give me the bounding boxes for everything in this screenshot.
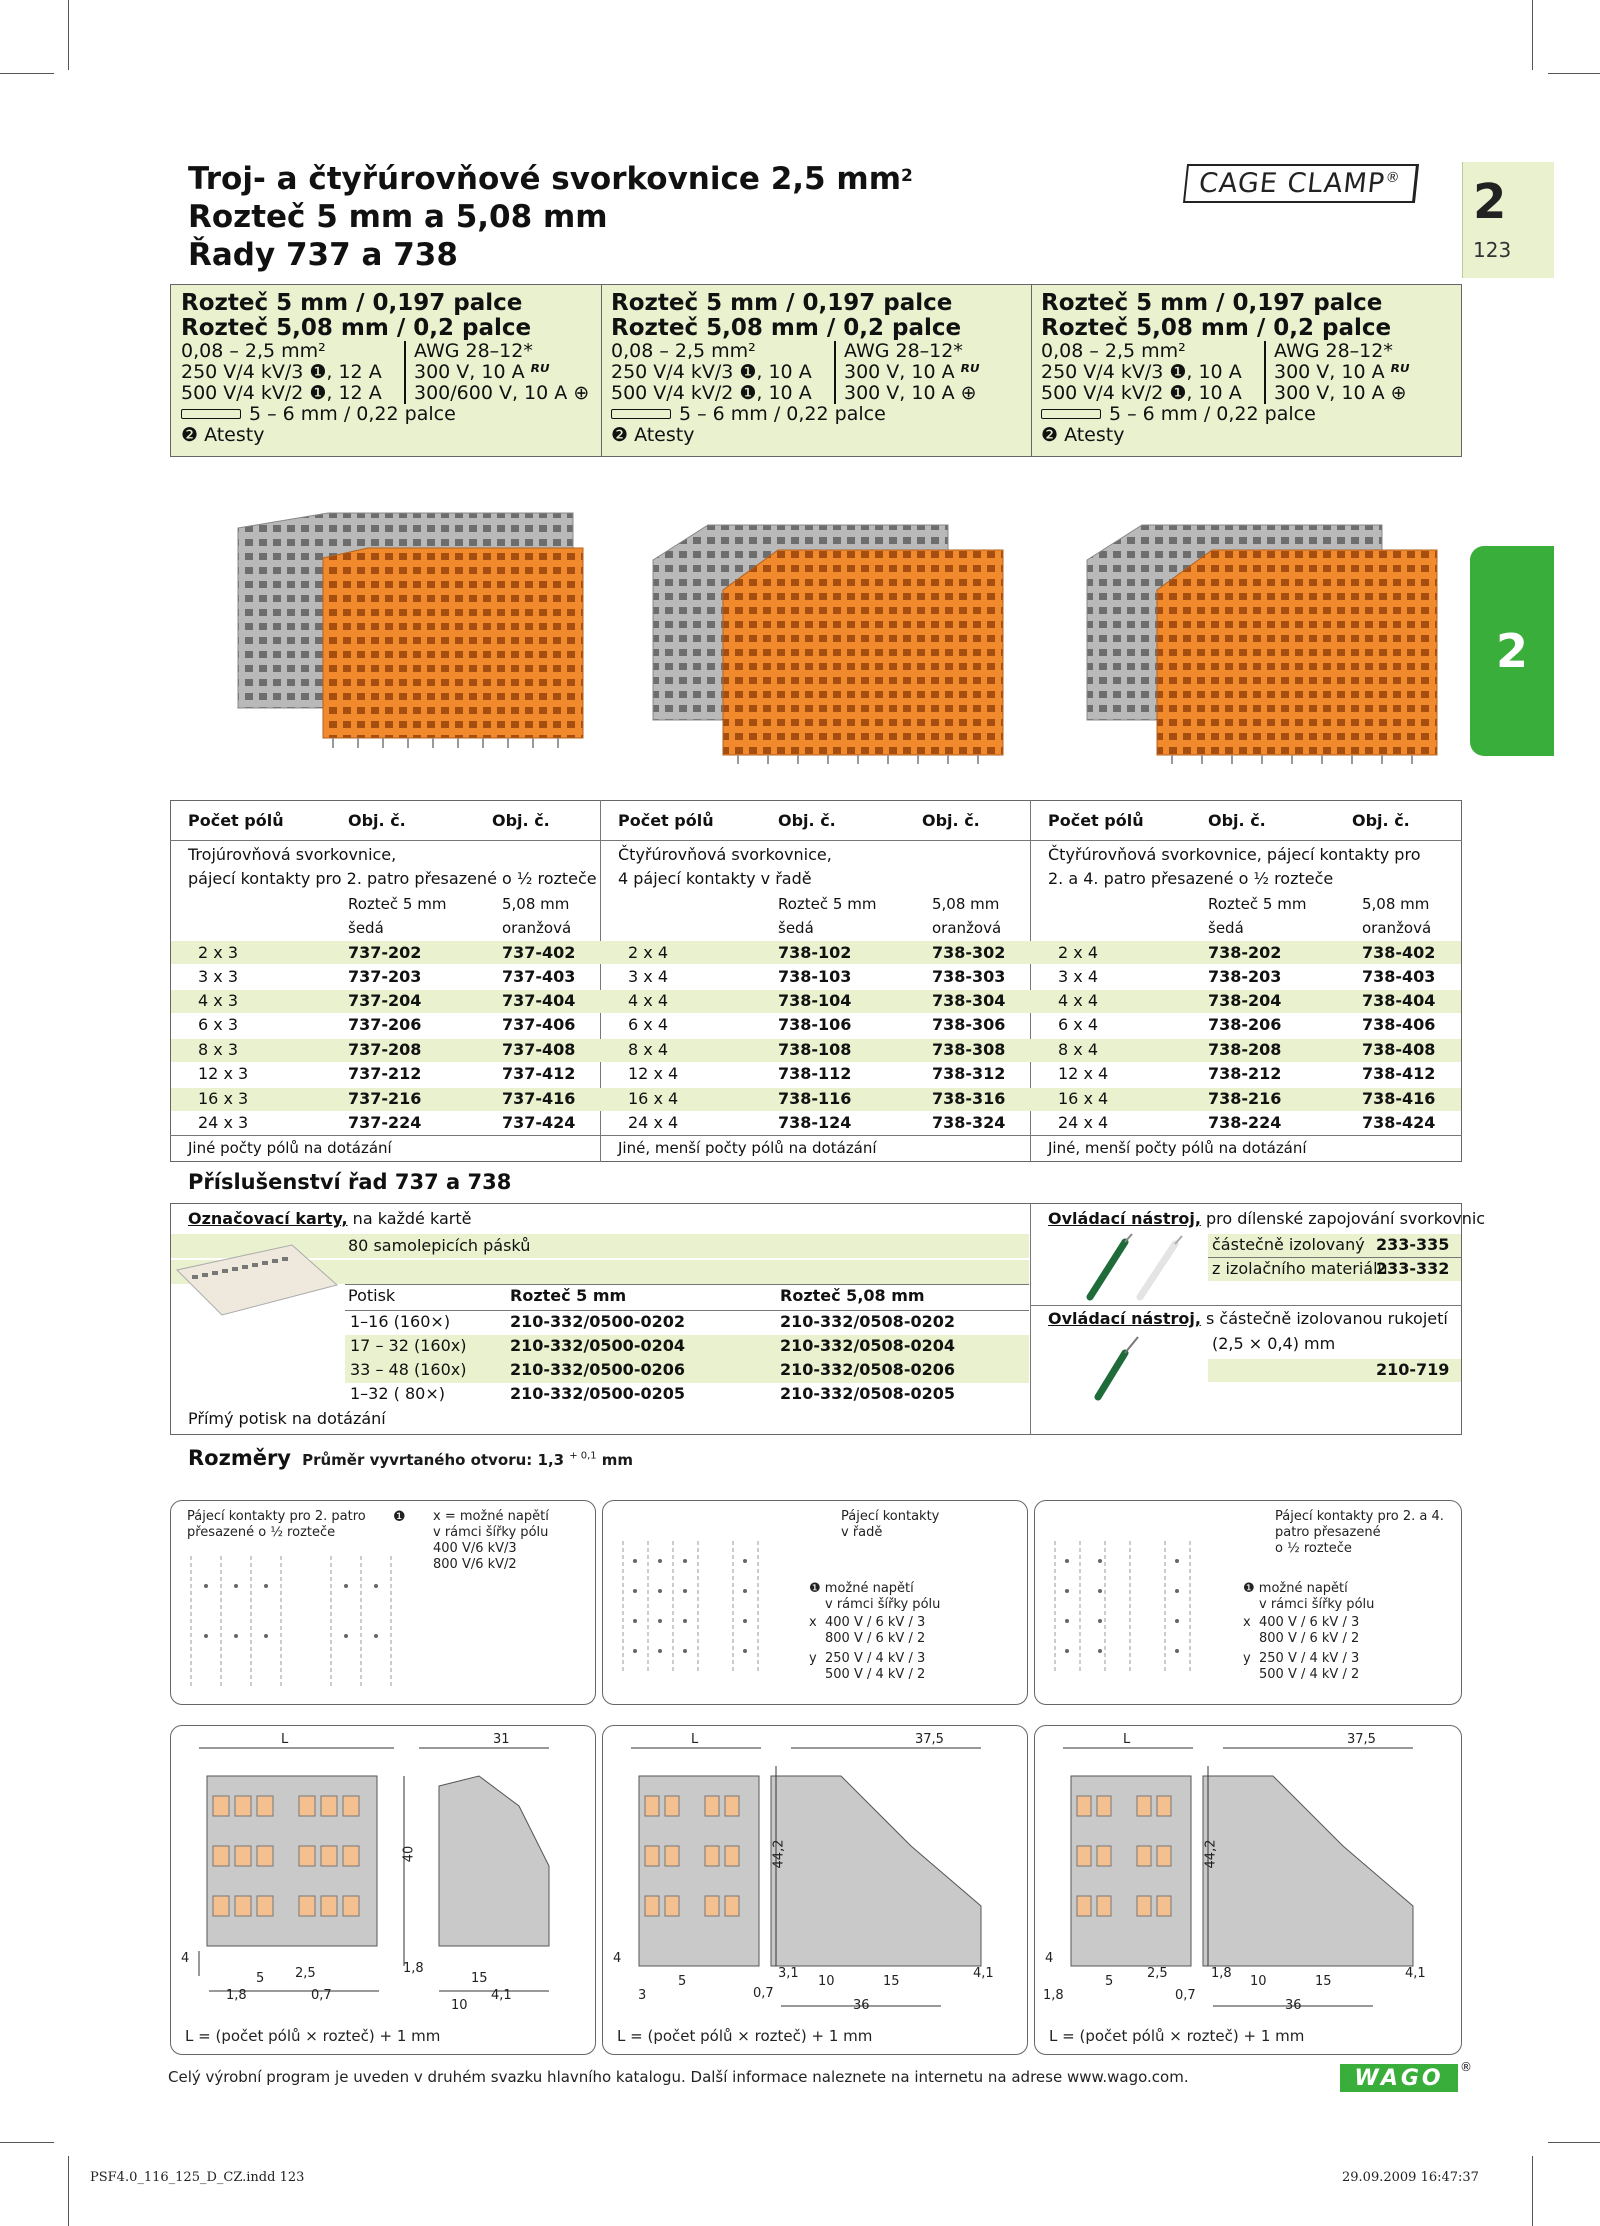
item-number: 737-404 <box>502 991 576 1010</box>
tool1-row1-code: 233-335 <box>1376 1235 1450 1254</box>
item-number: 738-204 <box>1208 991 1282 1010</box>
color-label: oranžová <box>502 919 572 937</box>
pitch-label: Rozteč 5 mm <box>348 895 447 913</box>
item-number: 210-332/0508-0204 <box>780 1336 955 1355</box>
pcb-layout-738-offset: Pájecí kontakty pro 2. a 4. patro přesazené o ½ rozteče ❶ možné napětí v rámci šířky pólu x 400 V / 6 kV / 3 800 V / 6 kV / 2 y 250 V / 4 kV / 3 500 V / 4 kV / 2 <box>1034 1500 1462 1705</box>
item-number: 737-406 <box>502 1015 576 1034</box>
product-description: 4 pájecí kontakty v řadě <box>618 869 812 888</box>
item-number: 737-408 <box>502 1040 576 1059</box>
item-number: 737-402 <box>502 943 576 962</box>
pole-count: 16 x 4 <box>1058 1089 1109 1108</box>
strip-length-icon <box>181 409 241 419</box>
item-number: 738-112 <box>778 1064 852 1083</box>
color-label: šedá <box>348 919 384 937</box>
marking-col-a: Rozteč 5 mm <box>510 1286 627 1305</box>
screwdriver-icon <box>1090 1335 1150 1405</box>
wago-logo: WAGO <box>1340 2064 1458 2092</box>
pcb-hole-pattern <box>181 1546 421 1696</box>
item-number: 737-206 <box>348 1015 422 1034</box>
item-number: 737-212 <box>348 1064 422 1083</box>
column-header-poles: Počet pólů <box>618 811 714 830</box>
pcb-hole-pattern <box>613 1536 793 1676</box>
accessories-title: Příslušenství řad 737 a 738 <box>188 1170 512 1194</box>
pitch-label: 5,08 mm <box>1362 895 1430 913</box>
item-number: 738-202 <box>1208 943 1282 962</box>
item-number: 738-416 <box>1362 1089 1436 1108</box>
crop-mark <box>68 2156 69 2226</box>
pole-count: 8 x 4 <box>628 1040 668 1059</box>
dim-drawing-738-inline: L 37,5 44,2 4 3 5 3,1 0,7 10 15 36 4,1 L = (počet pólů × rozteč) + 1 mm <box>602 1725 1028 2055</box>
chapter-box <box>1462 162 1554 278</box>
dim-drawing-738-offset: L 37,5 44,2 4 5 2,5 1,8 1,8 0,7 10 15 36 4,1 L = (počet pólů × rozteč) + 1 mm <box>1034 1725 1462 2055</box>
pole-count: 6 x 3 <box>198 1015 238 1034</box>
column-header-item: Obj. č. <box>348 811 406 830</box>
item-number: 210-332/0508-0205 <box>780 1384 955 1403</box>
marking-strips: 80 samolepicích pásků <box>348 1236 531 1255</box>
item-number: 738-403 <box>1362 967 1436 986</box>
column-header-item: Obj. č. <box>1352 811 1410 830</box>
marking-card-image <box>172 1240 342 1320</box>
pole-count: 24 x 4 <box>1058 1113 1109 1132</box>
product-description: 2. a 4. patro přesazené o ½ rozteče <box>1048 869 1334 888</box>
item-number: 738-206 <box>1208 1015 1282 1034</box>
slug-left: PSF4.0_116_125_D_CZ.indd 123 <box>90 2170 305 2185</box>
strip-length-icon <box>611 409 671 419</box>
pcb-hole-pattern <box>1045 1536 1225 1676</box>
crop-mark <box>68 0 69 70</box>
tool1-label: Ovládací nástroj, pro dílenské zapojování svorkovnic <box>1048 1209 1486 1228</box>
item-number: 738-104 <box>778 991 852 1010</box>
item-number: 738-303 <box>932 967 1006 986</box>
item-number: 738-412 <box>1362 1064 1436 1083</box>
title-line-3: Řady 737 a 738 <box>188 237 458 273</box>
pole-count: 3 x 3 <box>198 967 238 986</box>
item-number: 738-408 <box>1362 1040 1436 1059</box>
crop-mark <box>1548 2142 1600 2143</box>
color-label: oranžová <box>1362 919 1432 937</box>
pitch-label: Rozteč 5 mm <box>778 895 877 913</box>
product-description: Trojúrovňová svorkovnice, <box>188 845 397 864</box>
ul-icon: ᴿᵁ <box>960 361 980 383</box>
item-number: 738-224 <box>1208 1113 1282 1132</box>
pole-count: 8 x 4 <box>1058 1040 1098 1059</box>
item-number: 738-406 <box>1362 1015 1436 1034</box>
product-image-738-inline <box>648 520 1008 765</box>
pole-count: 3 x 4 <box>1058 967 1098 986</box>
product-description: Čtyřúrovňová svorkovnice, pájecí kontakty pro <box>1048 845 1421 864</box>
tool1-row1-label: částečně izolovaný <box>1212 1235 1365 1254</box>
item-number: 738-106 <box>778 1015 852 1034</box>
item-number: 738-212 <box>1208 1064 1282 1083</box>
pole-count: 6 x 4 <box>628 1015 668 1034</box>
csa-icon: ⊕ <box>1390 382 1407 404</box>
item-number: 210-332/0508-0206 <box>780 1360 955 1379</box>
pole-count: 12 x 4 <box>628 1064 679 1083</box>
table-footnote: Jiné, menší počty pólů na dotázání <box>1048 1139 1307 1157</box>
page-title <box>188 160 913 274</box>
tool2-label: Ovládací nástroj, s částečně izolovanou rukojetí <box>1048 1309 1448 1328</box>
chapter-tab[interactable]: 2 <box>1470 546 1554 756</box>
item-number: 738-124 <box>778 1113 852 1132</box>
spec-column: Rozteč 5 mm / 0,197 palce Rozteč 5,08 mm / 0,2 palce 0,08 – 2,5 mm² AWG 28–12* 250 V/4 kV/3 ❶, 10 A 300 V, 10 A ᴿᵁ 500 V/4 kV/2 ❶, 10 A 300 V, 10 A ⊕ 5 – 6 mm / 0,22 palce ❷ Atesty <box>611 290 980 446</box>
product-image-737 <box>228 508 588 753</box>
tool1-row2-label: z izolačního materiálu <box>1212 1259 1388 1278</box>
item-number: 738-308 <box>932 1040 1006 1059</box>
item-number: 210-332/0500-0206 <box>510 1360 685 1379</box>
item-number: 738-324 <box>932 1113 1006 1132</box>
item-number: 738-404 <box>1362 991 1436 1010</box>
item-number: 738-116 <box>778 1089 852 1108</box>
pole-count: 3 x 4 <box>628 967 668 986</box>
color-label: šedá <box>778 919 814 937</box>
item-number: 738-424 <box>1362 1113 1436 1132</box>
crop-mark <box>0 2142 54 2143</box>
item-number: 738-306 <box>932 1015 1006 1034</box>
column-header-item: Obj. č. <box>778 811 836 830</box>
item-number: 738-304 <box>932 991 1006 1010</box>
dimensions-title: Rozměry Průměr vyvrtaného otvoru: 1,3 $^{+ 0,1}$ mm <box>188 1446 634 1470</box>
spec-box <box>170 284 1462 457</box>
column-header-item: Obj. č. <box>492 811 550 830</box>
table-footnote: Jiné, menší počty pólů na dotázání <box>618 1139 877 1157</box>
ul-icon: ᴿᵁ <box>1390 361 1410 383</box>
column-header-item: Obj. č. <box>1208 811 1266 830</box>
item-number: 738-312 <box>932 1064 1006 1083</box>
marking-col-print: Potisk <box>348 1286 396 1305</box>
item-number: 210-332/0508-0202 <box>780 1312 955 1331</box>
title-line-1: Troj- a čtyřúrovňové svorkovnice 2,5 $mm^2$ <box>188 161 913 197</box>
item-number: 738-302 <box>932 943 1006 962</box>
item-number: 737-203 <box>348 967 422 986</box>
item-number: 738-103 <box>778 967 852 986</box>
crop-mark <box>0 73 54 74</box>
tool2-size: (2,5 × 0,4) mm <box>1212 1334 1336 1353</box>
pitch-label: 5,08 mm <box>932 895 1000 913</box>
spec-column: Rozteč 5 mm / 0,197 palce Rozteč 5,08 mm / 0,2 palce 0,08 – 2,5 mm² AWG 28–12* 250 V/4 kV/3 ❶, 10 A 300 V, 10 A ᴿᵁ 500 V/4 kV/2 ❶, 10 A 300 V, 10 A ⊕ 5 – 6 mm / 0,22 palce ❷ Atesty <box>1041 290 1410 446</box>
pitch-label: Rozteč 5 mm <box>1208 895 1307 913</box>
pole-count: 2 x 4 <box>1058 943 1098 962</box>
csa-icon: ⊕ <box>573 382 590 404</box>
item-number: 737-208 <box>348 1040 422 1059</box>
item-number: 738-208 <box>1208 1040 1282 1059</box>
item-number: 738-402 <box>1362 943 1436 962</box>
pole-count: 12 x 3 <box>198 1064 249 1083</box>
crop-mark <box>1548 73 1600 74</box>
item-number: 737-412 <box>502 1064 576 1083</box>
item-number: 738-316 <box>932 1089 1006 1108</box>
item-number: 210-332/0500-0205 <box>510 1384 685 1403</box>
item-number: 737-216 <box>348 1089 422 1108</box>
product-description: pájecí kontakty pro 2. patro přesazené o ½ rozteče <box>188 869 597 888</box>
pole-count: 24 x 3 <box>198 1113 249 1132</box>
strip-length-icon <box>1041 409 1101 419</box>
marking-footer: Přímý potisk na dotázání <box>188 1409 386 1428</box>
print-range: 33 – 48 (160x) <box>350 1360 467 1379</box>
spec-column: Rozteč 5 mm / 0,197 palce Rozteč 5,08 mm / 0,2 palce 0,08 – 2,5 mm² AWG 28–12* 250 V/4 kV/3 ❶, 12 A 300 V, 10 A ᴿᵁ 500 V/4 kV/2 ❶, 12 A 300/600 V, 10 A ⊕ 5 – 6 mm / 0,22 palce ❷ Atesty <box>181 290 590 446</box>
item-number: 737-204 <box>348 991 422 1010</box>
pcb-layout-738-inline: Pájecí kontakty v řadě ❶ možné napětí v rámci šířky pólu x 400 V / 6 kV / 3 800 V / 6 kV / 2 y 250 V / 4 kV / 3 500 V / 4 kV / 2 <box>602 1500 1028 1705</box>
dim-drawing-737: L 31 40 4 5 2,5 1,8 1,8 0,7 15 4,1 10 L = (počet pólů × rozteč) + 1 mm <box>170 1725 596 2055</box>
pole-count: 16 x 4 <box>628 1089 679 1108</box>
title-line-2: Rozteč 5 mm a 5,08 mm <box>188 199 608 235</box>
marking-label: Označovací karty, na každé kartě <box>188 1209 472 1228</box>
footer-text: Celý výrobní program je uveden v druhém svazku hlavního katalogu. Další informace naleznete na internetu na adrese www.wago.com. <box>168 2068 1189 2086</box>
item-number: 210-332/0500-0202 <box>510 1312 685 1331</box>
crop-mark <box>1532 0 1533 70</box>
product-description: Čtyřúrovňová svorkovnice, <box>618 845 832 864</box>
wago-logo-mark: ® <box>1460 2060 1472 2074</box>
column-header-item: Obj. č. <box>922 811 980 830</box>
item-number: 737-403 <box>502 967 576 986</box>
pole-count: 4 x 4 <box>628 991 668 1010</box>
color-label: šedá <box>1208 919 1244 937</box>
cage-clamp-badge: CAGE CLAMP® <box>1183 164 1419 203</box>
pole-count: 6 x 4 <box>1058 1015 1098 1034</box>
ul-icon: ᴿᵁ <box>530 361 550 383</box>
item-number: 737-424 <box>502 1113 576 1132</box>
item-number: 210-332/0500-0204 <box>510 1336 685 1355</box>
column-header-poles: Počet pólů <box>188 811 284 830</box>
csa-icon: ⊕ <box>960 382 977 404</box>
item-number: 737-416 <box>502 1089 576 1108</box>
pcb-layout-737: Pájecí kontakty pro 2. patro přesazené o ½ rozteče ❶ x = možné napětí v rámci šířky pólu 400 V/6 kV/3 800 V/6 kV/2 <box>170 1500 596 1705</box>
print-range: 1–32 ( 80×) <box>350 1384 445 1403</box>
item-number: 738-108 <box>778 1040 852 1059</box>
pole-count: 2 x 3 <box>198 943 238 962</box>
chapter-number: 2 <box>1473 174 1507 230</box>
tool1-row2-code: 233-332 <box>1376 1259 1450 1278</box>
screwdriver-icon <box>1080 1232 1190 1302</box>
item-number: 737-202 <box>348 943 422 962</box>
pole-count: 2 x 4 <box>628 943 668 962</box>
product-image-738-offset <box>1082 520 1442 765</box>
pole-count: 24 x 4 <box>628 1113 679 1132</box>
pitch-label: 5,08 mm <box>502 895 570 913</box>
item-number: 738-102 <box>778 943 852 962</box>
print-range: 17 – 32 (160x) <box>350 1336 467 1355</box>
slug-right: 29.09.2009 16:47:37 <box>1342 2170 1479 2185</box>
pole-count: 8 x 3 <box>198 1040 238 1059</box>
pole-count: 12 x 4 <box>1058 1064 1109 1083</box>
tool2-code: 210-719 <box>1376 1360 1450 1379</box>
table-footnote: Jiné počty pólů na dotázání <box>188 1139 392 1157</box>
pole-count: 16 x 3 <box>198 1089 249 1108</box>
page-number: 123 <box>1473 238 1512 262</box>
item-number: 738-203 <box>1208 967 1282 986</box>
item-number: 738-216 <box>1208 1089 1282 1108</box>
print-range: 1–16 (160×) <box>350 1312 451 1331</box>
marking-col-b: Rozteč 5,08 mm <box>780 1286 925 1305</box>
item-number: 737-224 <box>348 1113 422 1132</box>
pole-count: 4 x 4 <box>1058 991 1098 1010</box>
pole-count: 4 x 3 <box>198 991 238 1010</box>
color-label: oranžová <box>932 919 1002 937</box>
column-header-poles: Počet pólů <box>1048 811 1144 830</box>
crop-mark <box>1532 2156 1533 2226</box>
